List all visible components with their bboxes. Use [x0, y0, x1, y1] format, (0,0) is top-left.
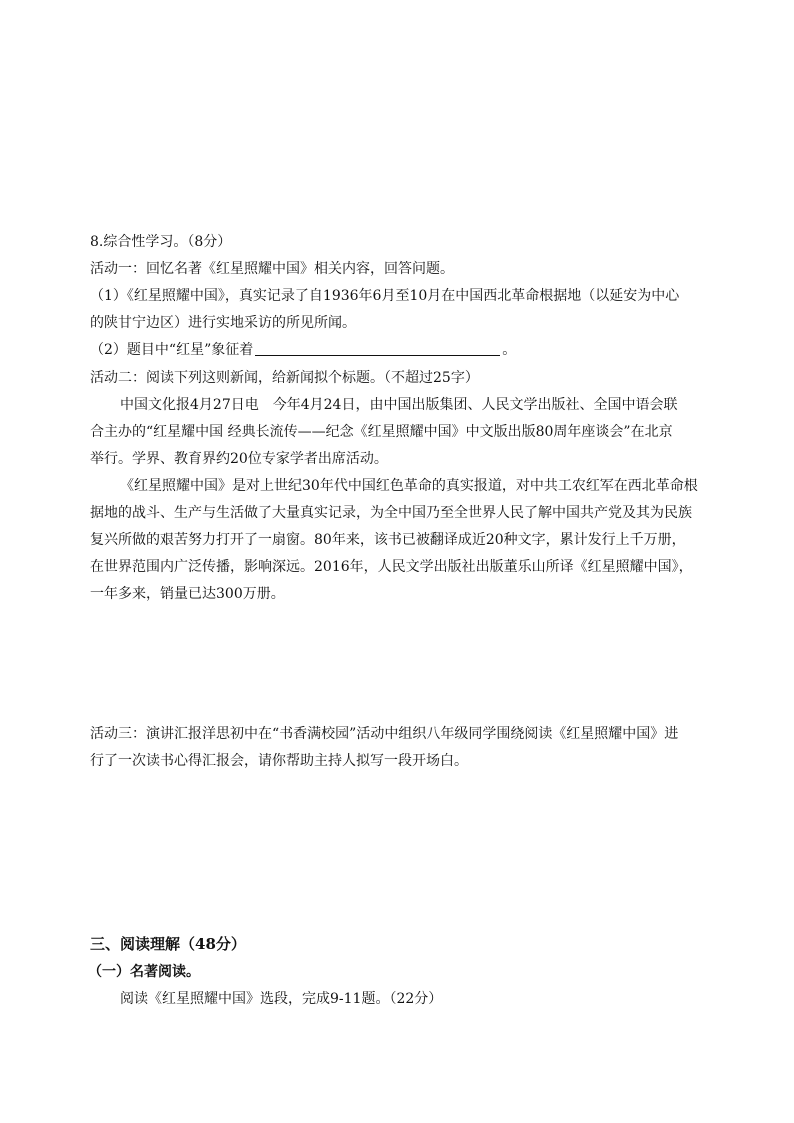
- activity-1-title: 活动一：回忆名著《红星照耀中国》相关内容，回答问题。: [90, 261, 454, 277]
- section-3-title: 三、阅读理解（48分）: [90, 935, 246, 953]
- news-paragraph-1-line3: 举行。学界、教育界约20位专家学者出席活动。: [90, 451, 388, 467]
- activity-3-line1: 活动三：演讲汇报洋思初中在“书香满校园”活动中组织八年级同学围绕阅读《红星照耀中国》进: [90, 726, 679, 742]
- question-8-title: 8.综合性学习。（8分）: [90, 234, 232, 250]
- activity-3-line2: 行了一次读书心得汇报会，请你帮助主持人拟写一段开场白。: [90, 753, 468, 769]
- news-paragraph-1-line2: 合主办的“红星耀中国 经典长流传——纪念《红星照耀中国》中文版出版80周年座谈会”在北京: [90, 424, 673, 440]
- news-paragraph-2-line4: 在世界范围内广泛传播，影响深远。2016年，人民文学出版社出版董乐山所译《红星照耀中国》，: [90, 559, 693, 575]
- activity-1-q2: [90, 341, 710, 359]
- activity-1-q2-suffix: 。: [502, 342, 517, 358]
- news-paragraph-2-line2: 据地的战斗、生产与生活做了大量真实记录，为全中国乃至全世界人民了解中国共产党及其为民族: [90, 505, 692, 521]
- news-paragraph-2-line5: 一年多来，销量已达300万册。: [90, 586, 285, 602]
- activity-1-q1-line1: （1）《红星照耀中国》，真实记录了自1936年6月至10月在中国西北革命根据地（以延安为中心: [90, 288, 680, 304]
- activity-1-q1-line2: 的陕甘宁边区）进行实地采访的所见所闻。: [90, 315, 356, 331]
- section-3-instruction: 阅读《红星照耀中国》选段，完成9-11题。（22分）: [120, 991, 443, 1007]
- news-paragraph-2-line3: 复兴所做的艰苦努力打开了一扇窗。80年来，该书已被翻译成近20种文字，累计发行上千万册，: [90, 532, 686, 548]
- activity-1-q2-prefix: （2）题目中“红星”象征着: [90, 342, 254, 358]
- news-paragraph-2-line1: 《红星照耀中国》是对上世纪30年代中国红色革命的真实报道，对中共工农红军在西北革命根: [120, 478, 698, 494]
- news-paragraph-1-line1: 中国文化报4月27日电 今年4月24日，由中国出版集团、人民文学出版社、全国中语会联: [120, 397, 678, 413]
- activity-2-title: 活动二：阅读下列这则新闻，给新闻拟个标题。（不超过25字）: [90, 370, 479, 386]
- answer-blank[interactable]: [255, 341, 500, 356]
- section-3-sub-1: （一）名著阅读。: [88, 964, 200, 980]
